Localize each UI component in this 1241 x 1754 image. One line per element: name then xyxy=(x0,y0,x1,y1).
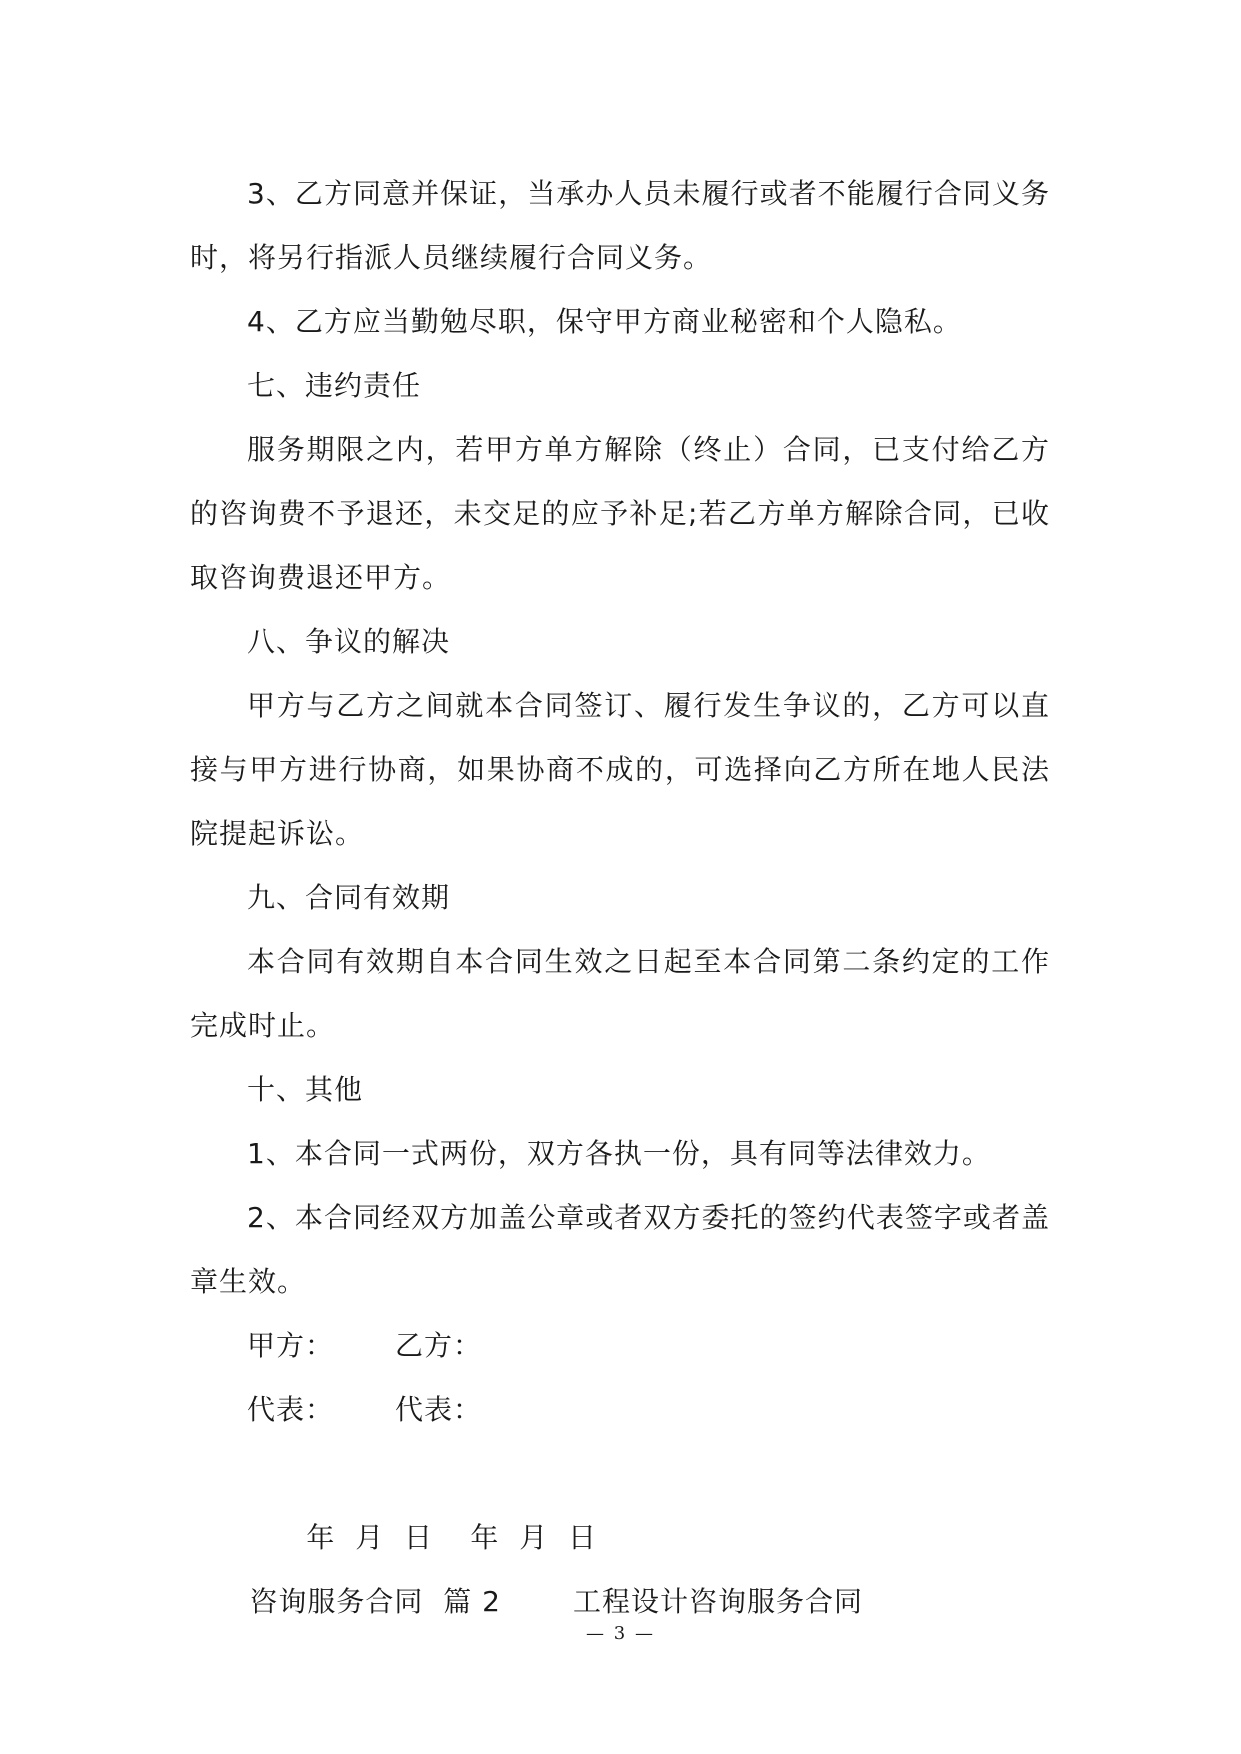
clause-paragraph: 2、本合同经双方加盖公章或者双方委托的签约代表签字或者盖章生效。 xyxy=(190,1201,1050,1298)
clause-paragraph: 1、本合同一式两份，双方各执一份，具有同等法律效力。 xyxy=(247,1137,991,1170)
clause-paragraph: 3、乙方同意并保证，当承办人员未履行或者不能履行合同义务时，将另行指派人员继续履行合同义务。 xyxy=(190,177,1050,274)
clause-paragraph: 服务期限之内，若甲方单方解除（终止）合同，已支付给乙方的咨询费不予退还，未交足的应予补足;若乙方单方解除合同，已收取咨询费退还甲方。 xyxy=(190,433,1050,594)
clause-paragraph: 甲方与乙方之间就本合同签订、履行发生争议的，乙方可以直接与甲方进行协商，如果协商不成的，可选择向乙方所在地人民法院提起诉讼。 xyxy=(190,689,1050,850)
date-a-label: 年 月 日 xyxy=(306,1521,434,1554)
section-heading: 九、合同有效期 xyxy=(247,881,451,914)
rep-b-label: 代表： xyxy=(395,1393,483,1426)
party-a-label: 甲方： xyxy=(247,1329,335,1362)
clause-paragraph: 本合同有效期自本合同生效之日起至本合同第二条约定的工作完成时止。 xyxy=(190,945,1050,1042)
section-heading: 十、其他 xyxy=(247,1073,364,1106)
clause-paragraph: 4、乙方应当勤勉尽职，保守甲方商业秘密和个人隐私。 xyxy=(247,305,962,338)
rep-a-label: 代表： xyxy=(247,1393,335,1426)
signature-date-row xyxy=(190,1442,1050,1554)
contract-subtitle: 工程设计咨询服务合同 xyxy=(572,1585,863,1618)
section-heading: 七、违约责任 xyxy=(247,369,422,402)
contract-section-label: 咨询服务合同 篇 2 xyxy=(249,1585,501,1618)
signature-representative-row xyxy=(190,1378,1050,1442)
page-number: — 3 — xyxy=(586,1623,655,1644)
signature-party-row xyxy=(190,1314,1050,1378)
date-b-label: 年 月 日 xyxy=(470,1521,598,1554)
party-b-label: 乙方： xyxy=(395,1329,483,1362)
document-body xyxy=(190,162,1050,1618)
section-heading: 八、争议的解决 xyxy=(247,625,451,658)
